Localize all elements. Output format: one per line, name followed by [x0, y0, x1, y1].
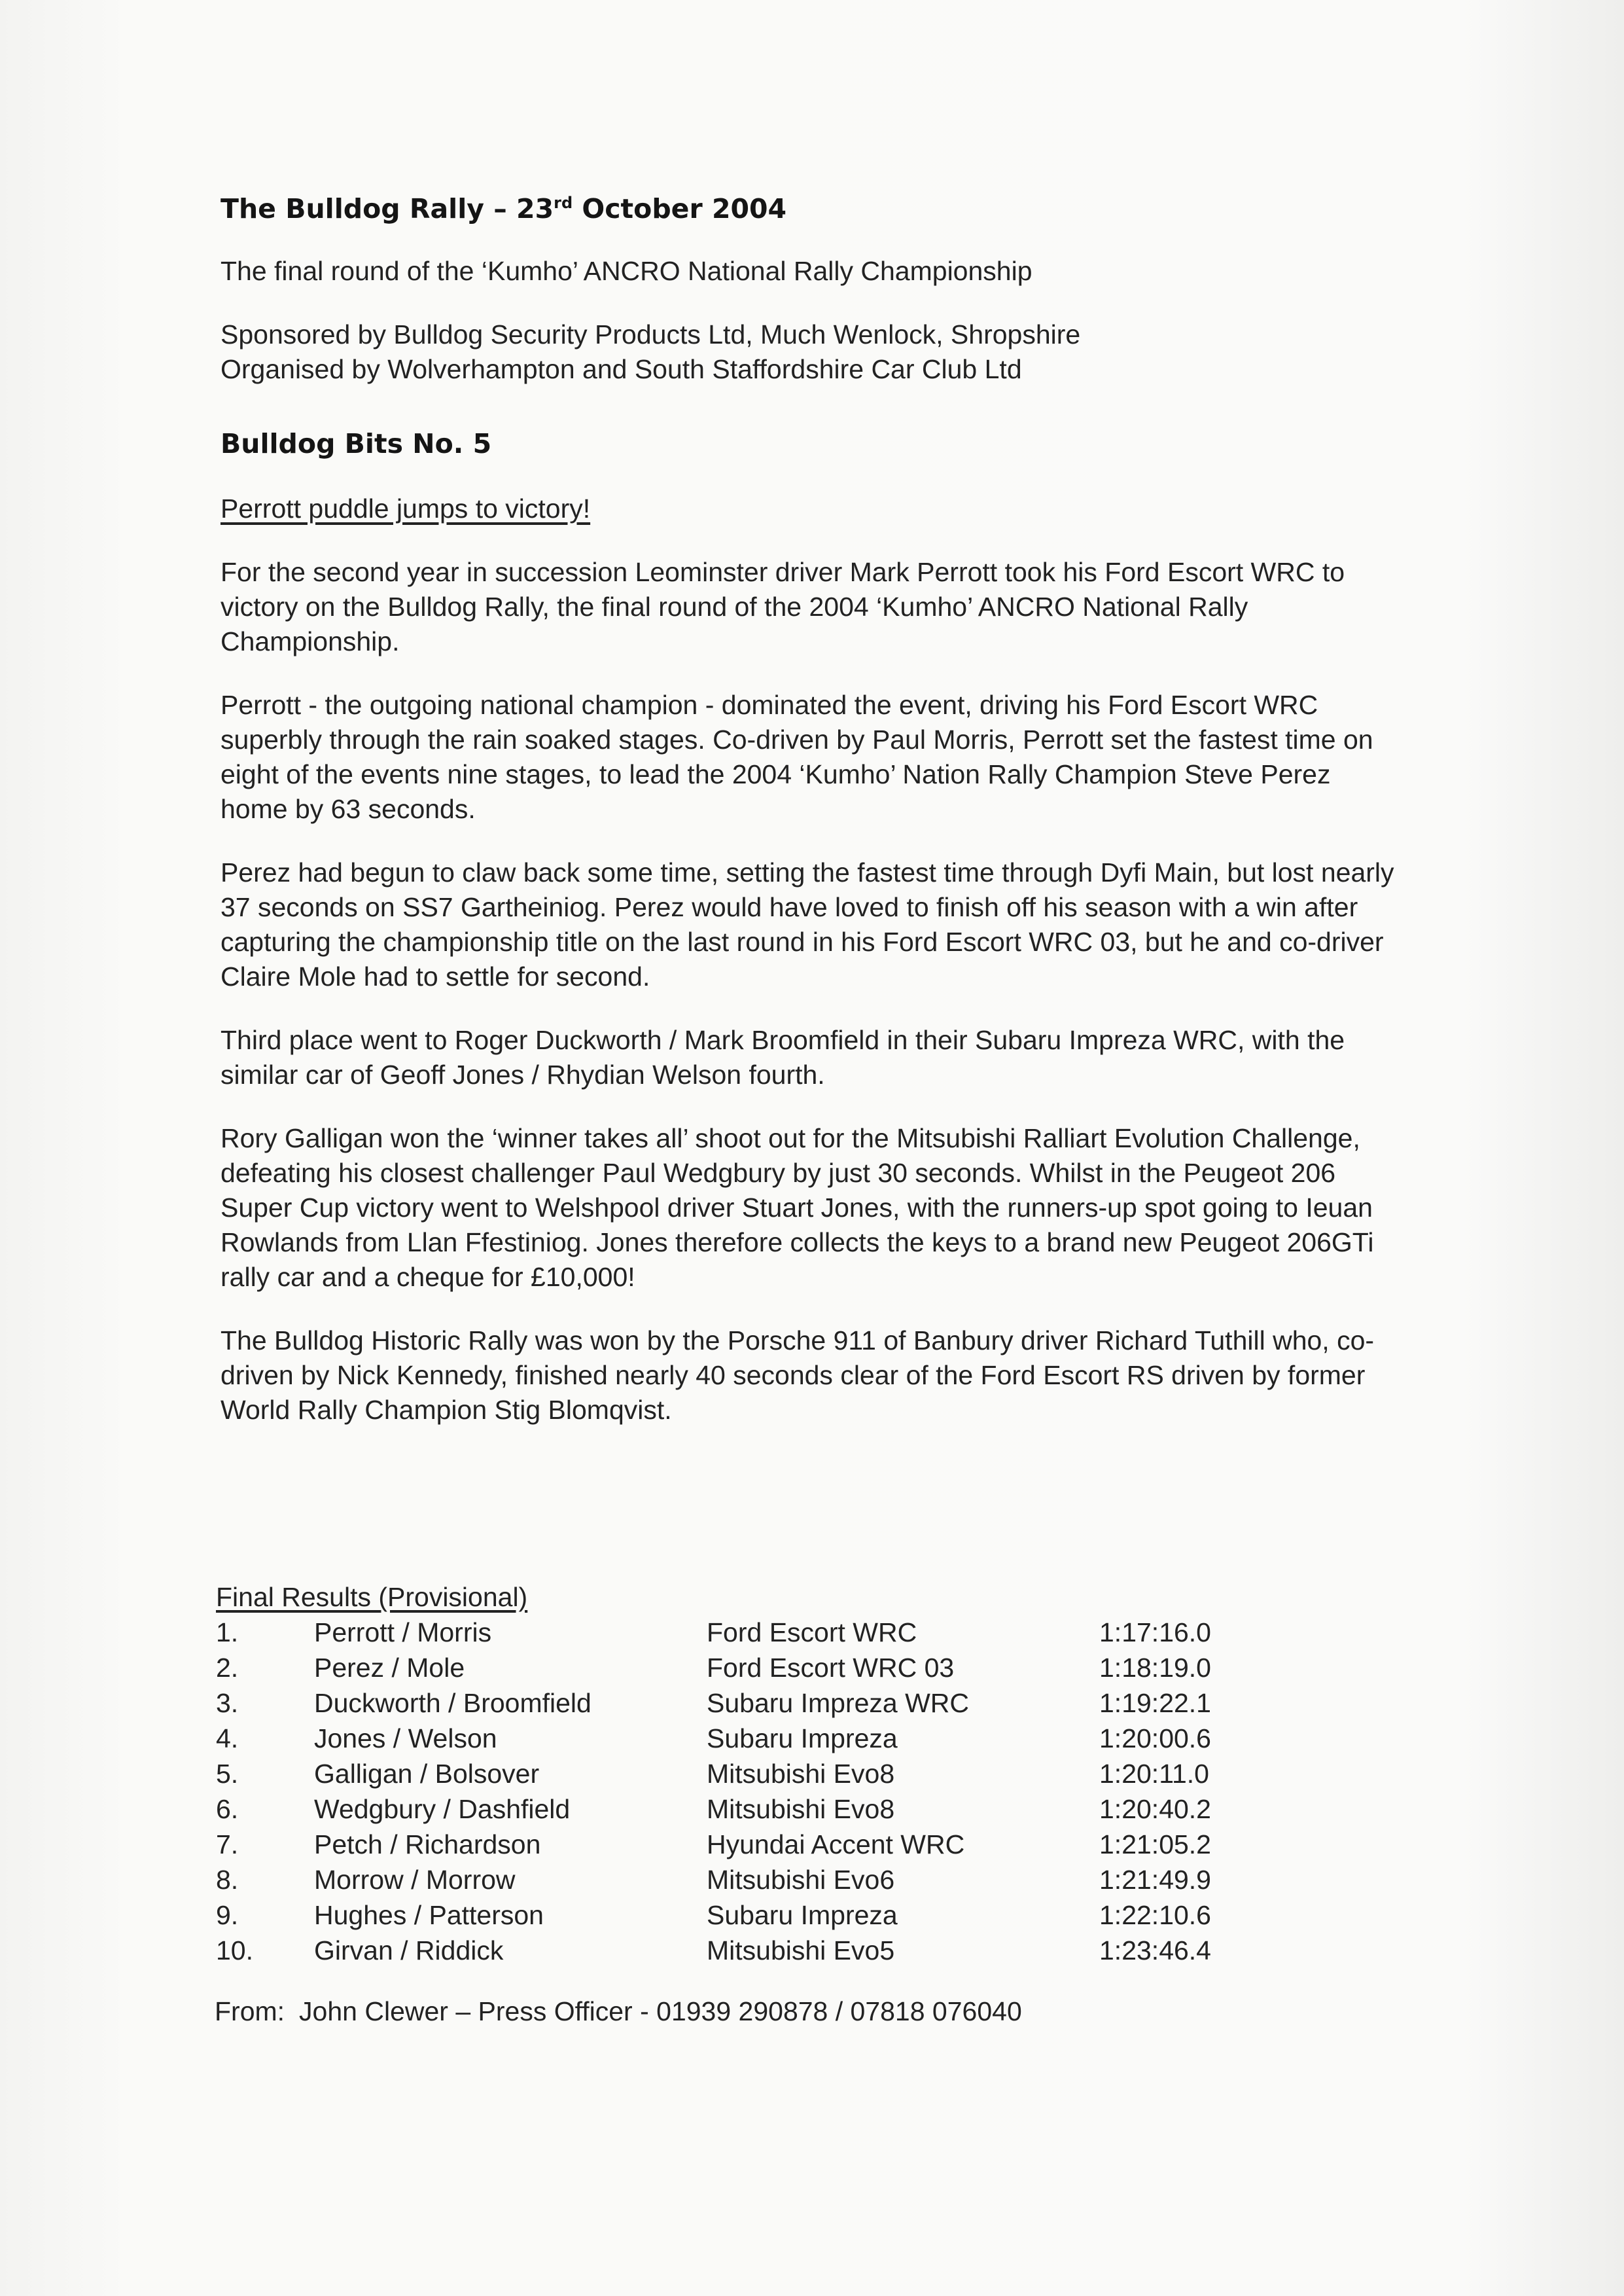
result-time: 1:21:05.2 — [1099, 1829, 1211, 1859]
result-crew: Perrott / Morris — [314, 1617, 492, 1647]
table-row — [216, 1827, 1243, 1862]
article-paragraph: The Bulldog Historic Rally was won by the Porsche 911 of Banbury driver Richard Tuthill who, co-driven by Nick Kennedy, finished nearly 40 seconds clear of the Ford Escort RS driven by former World Rally Champion Stig Blomqvist. — [221, 1325, 1375, 1425]
document-title — [221, 180, 1398, 232]
result-position: 3. — [216, 1688, 239, 1718]
result-car: Subaru Impreza WRC — [707, 1688, 970, 1718]
bulletin-heading: Bulldog Bits No. 5 — [221, 428, 492, 459]
result-position: 10. — [216, 1935, 253, 1965]
table-row — [216, 1721, 1243, 1756]
result-car: Subaru Impreza — [707, 1723, 898, 1753]
result-crew: Perez / Mole — [314, 1653, 465, 1683]
title-ordinal-suffix: rd — [554, 194, 573, 212]
result-time: 1:20:40.2 — [1099, 1794, 1211, 1824]
result-car: Mitsubishi Evo8 — [707, 1759, 895, 1789]
title-text: The Bulldog Rally – 23 — [221, 193, 554, 224]
article-paragraph: Perrott - the outgoing national champion - dominated the event, driving his Ford Escort WRC superbly through the rain soaked stages. Co-driven by Paul Morris, Perrott set the fastest time on eight of the events nine stages, to lead the 2004 ‘Kumho’ Nation Rally Champion Steve Perez home by 63 seconds. — [221, 690, 1373, 824]
result-crew: Wedgbury / Dashfield — [314, 1794, 571, 1824]
bulletin-headline: Perrott puddle jumps to victory! — [221, 493, 591, 524]
table-row — [216, 1897, 1243, 1933]
result-car: Ford Escort WRC — [707, 1617, 917, 1647]
table-row — [216, 1791, 1243, 1827]
result-car: Ford Escort WRC 03 — [707, 1653, 955, 1683]
result-position: 8. — [216, 1865, 239, 1895]
results-caption: Final Results (Provisional) — [216, 1582, 528, 1612]
result-crew: Duckworth / Broomfield — [314, 1688, 591, 1718]
document-body — [221, 180, 1398, 1427]
result-crew: Petch / Richardson — [314, 1829, 541, 1859]
title-date-text: October 2004 — [573, 193, 787, 224]
result-position: 4. — [216, 1723, 239, 1753]
contact-details: John Clewer – Press Officer - 01939 290878 / 07818 076040 — [299, 1996, 1022, 2026]
sponsor-line: Sponsored by Bulldog Security Products Ltd, Much Wenlock, Shropshire — [221, 319, 1081, 350]
result-position: 1. — [216, 1617, 239, 1647]
result-car: Mitsubishi Evo6 — [707, 1865, 895, 1895]
result-time: 1:18:19.0 — [1099, 1653, 1211, 1683]
table-row — [216, 1756, 1243, 1791]
result-position: 5. — [216, 1759, 239, 1789]
article-paragraph: Rory Galligan won the ‘winner takes all’ shoot out for the Mitsubishi Ralliart Evolution Challenge, defeating his closest challenger Paul Wedgbury by just 30 seconds. Whilst in the Peugeot 206 Super Cup victory went to Welshpool driver Stuart Jones, with the runners-up spot going to Ieuan Rowlands from Llan Ffestiniog. Jones therefore collects the keys to a brand new Peugeot 206GTi rally car and a cheque for £10,000! — [221, 1123, 1374, 1292]
from-label: From: — [215, 1996, 285, 2026]
table-row — [216, 1933, 1243, 1968]
result-time: 1:19:22.1 — [1099, 1688, 1211, 1718]
event-subtitle: The final round of the ‘Kumho’ ANCRO National Rally Championship — [221, 256, 1033, 286]
article-paragraph: Perez had begun to claw back some time, setting the fastest time through Dyfi Main, but lost nearly 37 seconds on SS7 Gartheiniog. Perez would have loved to finish off his season with a win after capturing the championship title on the last round in his Ford Escort WRC 03, but he and co-driver Claire Mole had to settle for second. — [221, 857, 1394, 992]
result-time: 1:22:10.6 — [1099, 1900, 1211, 1930]
table-row — [216, 1862, 1243, 1897]
article-paragraph: Third place went to Roger Duckworth / Mark Broomfield in their Subaru Impreza WRC, with the similar car of Geoff Jones / Rhydian Welson fourth. — [221, 1025, 1345, 1090]
result-time: 1:17:16.0 — [1099, 1617, 1211, 1647]
result-car: Hyundai Accent WRC — [707, 1829, 965, 1859]
table-row — [216, 1685, 1243, 1721]
press-contact — [215, 1994, 1022, 2029]
result-crew: Girvan / Riddick — [314, 1935, 504, 1965]
result-crew: Galligan / Bolsover — [314, 1759, 540, 1789]
result-time: 1:21:49.9 — [1099, 1865, 1211, 1895]
table-row — [216, 1615, 1243, 1650]
organiser-line: Organised by Wolverhampton and South Staffordshire Car Club Ltd — [221, 354, 1022, 384]
result-time: 1:20:00.6 — [1099, 1723, 1211, 1753]
result-car: Mitsubishi Evo5 — [707, 1935, 895, 1965]
result-position: 2. — [216, 1653, 239, 1683]
result-time: 1:23:46.4 — [1099, 1935, 1211, 1965]
result-crew: Morrow / Morrow — [314, 1865, 516, 1895]
result-car: Subaru Impreza — [707, 1900, 898, 1930]
result-crew: Jones / Welson — [314, 1723, 497, 1753]
results-table — [216, 1615, 1243, 1968]
table-row — [216, 1650, 1243, 1685]
result-car: Mitsubishi Evo8 — [707, 1794, 895, 1824]
results-section — [216, 1579, 1328, 1968]
result-time: 1:20:11.0 — [1099, 1759, 1209, 1789]
result-position: 7. — [216, 1829, 239, 1859]
result-crew: Hughes / Patterson — [314, 1900, 544, 1930]
article-paragraph: For the second year in succession Leominster driver Mark Perrott took his Ford Escort WRC to victory on the Bulldog Rally, the final round of the 2004 ‘Kumho’ ANCRO National Rally Championship. — [221, 557, 1345, 656]
result-position: 6. — [216, 1794, 239, 1824]
result-position: 9. — [216, 1900, 239, 1930]
